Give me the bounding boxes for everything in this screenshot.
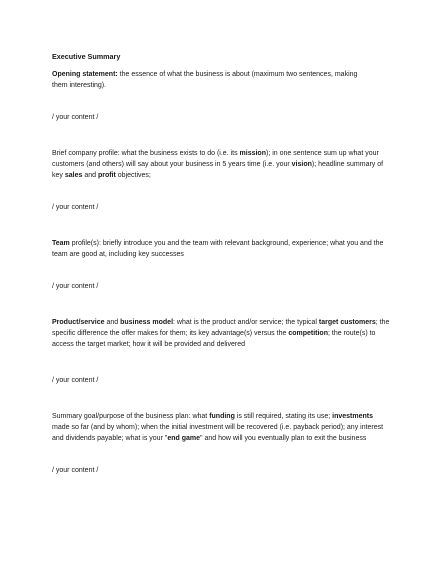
body-text: the essence of what the business is about (maximum two sentences, making them interesting). xyxy=(52,71,358,90)
content-placeholder-3: / your content / xyxy=(52,283,99,291)
page-title: Executive Summary xyxy=(52,52,121,61)
product-service-paragraph xyxy=(52,317,392,350)
team-profile-paragraph xyxy=(52,238,388,260)
body-text: ); in one sentence sum up what your customers (and others) will say about your business in 5 years time (i.e. your xyxy=(52,150,379,169)
body-text: made so far (and by whom); when the initial investment will be recovered (i.e. payback period); any interest and dividends payable; what is your " xyxy=(52,424,384,443)
body-text: " and how will you eventually plan to exit the business xyxy=(200,435,367,443)
company-profile-paragraph xyxy=(52,148,392,181)
emphasized-term: Opening statement: xyxy=(52,71,118,79)
content-placeholder-1: / your content / xyxy=(52,114,99,122)
emphasized-term: business model xyxy=(120,319,174,327)
funding-goal-paragraph xyxy=(52,411,388,444)
emphasized-term: investments xyxy=(332,413,373,421)
body-text: and xyxy=(82,172,98,180)
body-text: Summary goal/purpose of the business plan: what xyxy=(52,413,210,421)
emphasized-term: Team xyxy=(52,240,70,248)
emphasized-term: funding xyxy=(209,413,235,421)
emphasized-term: competition xyxy=(288,330,328,338)
body-text: : what is the product and/or service; the typical xyxy=(173,319,319,327)
content-placeholder-5: / your content / xyxy=(52,467,99,475)
emphasized-term: end game xyxy=(167,435,201,443)
emphasized-term: sales xyxy=(64,172,83,180)
emphasized-term: vision xyxy=(291,161,312,169)
body-text: ; the specific difference the offer makes for them; its key advantage(s) versus the xyxy=(52,319,390,338)
body-text: ; the route(s) to access the target market; how it will be provided and delivered xyxy=(52,330,376,349)
body-text: objectives; xyxy=(115,172,151,180)
emphasized-term: Product/service xyxy=(52,319,105,327)
body-text: profile(s): briefly introduce you and the team with relevant background, experience; what you and the team are good at, including key successes xyxy=(52,240,384,259)
emphasized-term: mission xyxy=(239,150,266,158)
body-text: is still required, stating its use; xyxy=(234,413,333,421)
body-text: ); headline summary of key xyxy=(52,161,384,180)
emphasized-term: profit xyxy=(97,172,116,180)
emphasized-term: target customers xyxy=(318,319,376,327)
content-placeholder-4: / your content / xyxy=(52,377,99,385)
content-placeholder-2: / your content / xyxy=(52,204,99,212)
opening-statement-paragraph xyxy=(52,69,370,91)
body-text: Brief company profile: what the business exists to do (i.e. its xyxy=(52,150,240,158)
body-text: and xyxy=(104,319,121,327)
